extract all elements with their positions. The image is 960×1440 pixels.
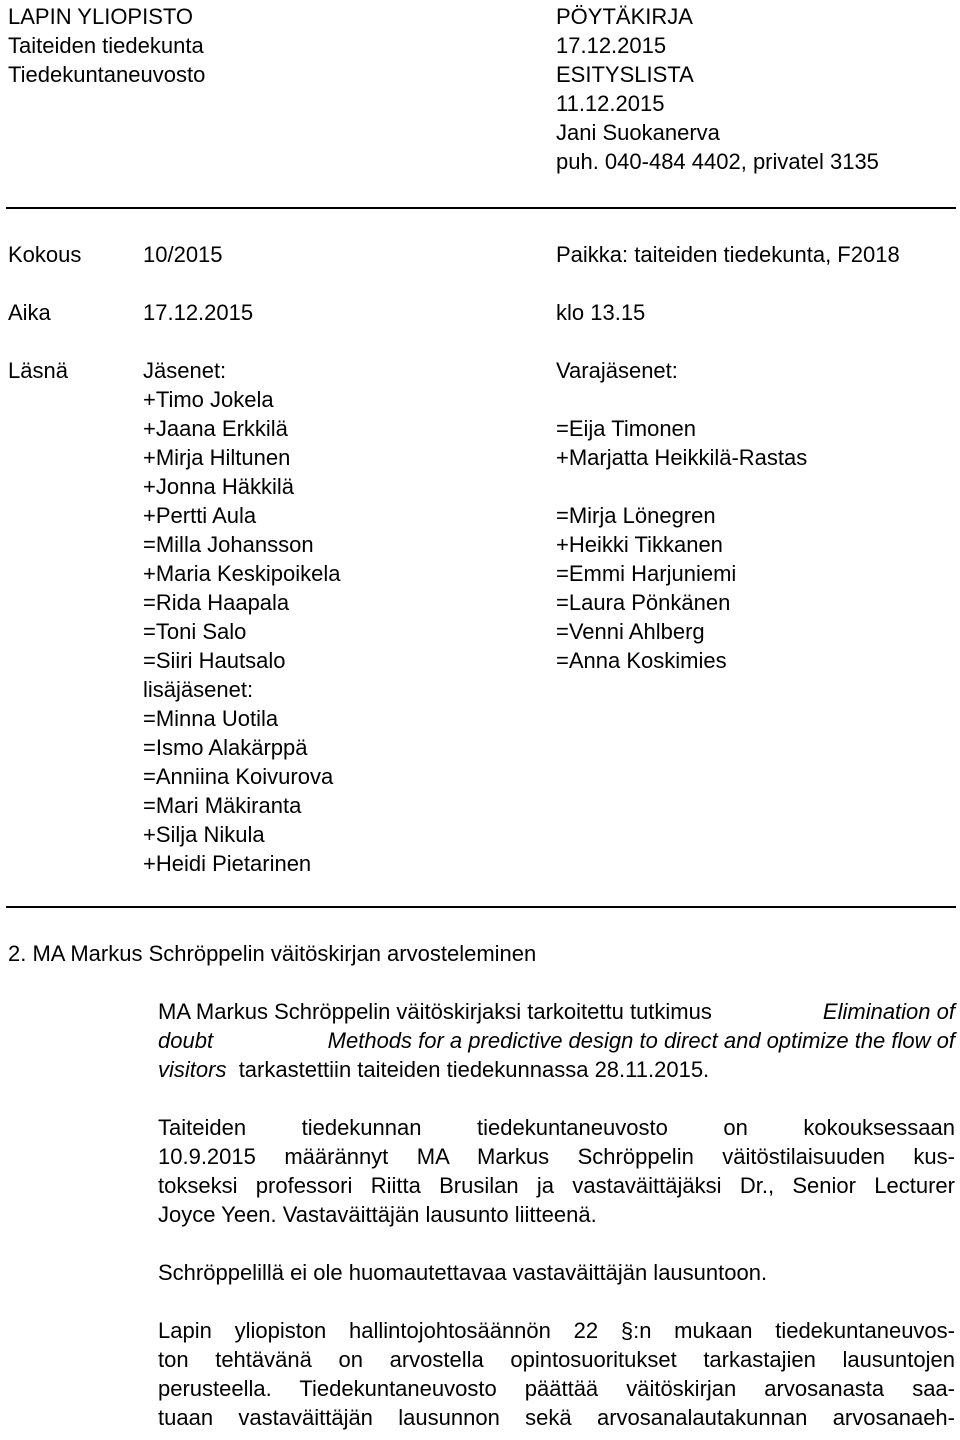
deputy-name: =Venni Ahlberg <box>556 619 705 644</box>
member-name: +Maria Keskipoikela <box>143 561 341 586</box>
minutes-date: 17.12.2015 <box>556 33 667 58</box>
member-name: =Anniina Koivurova <box>143 764 334 789</box>
member-name: +Heidi Pietarinen <box>143 851 312 876</box>
members-heading: Jäsenet: <box>143 358 227 383</box>
member-name: +Jonna Häkkilä <box>143 474 295 499</box>
p1-thesis-title: Elimination of <box>822 999 955 1024</box>
paragraph-line: Taiteiden tiedekunnan tiedekuntaneuvosto on kokouksessaan <box>158 1115 955 1140</box>
paragraph-1-line-1 <box>158 997 955 1026</box>
paragraph-1-line-3 <box>158 1055 955 1084</box>
paragraph-line: tokseksi professori Riitta Brusilan ja vastaväittäjäksi Dr., Senior Lecturer <box>158 1173 955 1198</box>
member-name: +Silja Nikula <box>143 822 265 847</box>
p1-thesis-title: visitors <box>158 1057 227 1082</box>
deputy-name: =Laura Pönkänen <box>556 590 731 615</box>
deputies-heading: Varajäsenet: <box>556 358 678 383</box>
meeting-label: Kokous <box>8 242 82 267</box>
paragraph-4 <box>158 1316 955 1432</box>
member-name: +Pertti Aula <box>143 503 257 528</box>
doc-type-agenda: ESITYSLISTA <box>556 62 694 87</box>
member-name: +Jaana Erkkilä <box>143 416 288 441</box>
meeting-number: 10/2015 <box>143 242 223 267</box>
paragraph-2 <box>158 1113 955 1229</box>
p1-thesis-title: doubt <box>158 1028 214 1053</box>
member-name: =Minna Uotila <box>143 706 279 731</box>
meeting-date: 17.12.2015 <box>143 300 254 325</box>
paragraph-line: Lapin yliopiston hallintojohtosäännön 22 §:n mukaan tiedekuntaneuvos- <box>158 1318 955 1343</box>
paragraph-1-line-2 <box>158 1026 955 1055</box>
meeting-location: Paikka: taiteiden tiedekunta, F2018 <box>556 242 900 267</box>
header-divider <box>6 207 956 209</box>
member-name: =Rida Haapala <box>143 590 290 615</box>
paragraph-line: Joyce Yeen. Vastaväittäjän lausunto liitteenä. <box>158 1202 597 1227</box>
p1-thesis-title: Methods for a predictive design to direct and optimize the flow of <box>327 1028 955 1053</box>
deputy-name: +Heikki Tikkanen <box>556 532 723 557</box>
additional-members-heading: lisäjäsenet: <box>143 677 254 702</box>
member-name: =Ismo Alakärppä <box>143 735 308 760</box>
member-name: +Mirja Hiltunen <box>143 445 291 470</box>
p1-text: MA Markus Schröppelin väitöskirjaksi tarkoitettu tutkimus <box>158 999 712 1024</box>
faculty-name: Taiteiden tiedekunta <box>8 33 204 58</box>
doc-type-minutes: PÖYTÄKIRJA <box>556 4 693 29</box>
member-name: =Milla Johansson <box>143 532 314 557</box>
member-name: +Timo Jokela <box>143 387 274 412</box>
contact-name: Jani Suokanerva <box>556 120 720 145</box>
council-name: Tiedekuntaneuvosto <box>8 62 206 87</box>
deputy-name: =Anna Koskimies <box>556 648 727 673</box>
paragraph-line: 10.9.2015 määrännyt MA Markus Schröppelin väitöstilaisuuden kus- <box>158 1144 955 1169</box>
agenda-date: 11.12.2015 <box>556 91 665 116</box>
paragraph-line: tuaan vastaväittäjän lausunnon sekä arvosanalautakunnan arvosanaeh- <box>158 1405 955 1430</box>
p1-text: tarkastettiin taiteiden tiedekunnassa 28.11.2015. <box>238 1057 710 1082</box>
member-name: =Mari Mäkiranta <box>143 793 302 818</box>
deputy-name: =Emmi Harjuniemi <box>556 561 737 586</box>
deputy-name: =Eija Timonen <box>556 416 697 441</box>
agenda-item-heading: 2. MA Markus Schröppelin väitöskirjan arvosteleminen <box>8 941 537 966</box>
paragraph-line: ton tehtävänä on arvostella opintosuoritukset tarkastajien lausuntojen <box>158 1347 955 1372</box>
paragraph-3: Schröppelillä ei ole huomautettavaa vastaväittäjän lausuntoon. <box>158 1260 768 1285</box>
attendance-label: Läsnä <box>8 358 68 383</box>
paragraph-line: perusteella. Tiedekuntaneuvosto päättää väitöskirjan arvosanasta saa- <box>158 1376 955 1401</box>
deputy-name: +Marjatta Heikkilä-Rastas <box>556 445 808 470</box>
member-name: =Siiri Hautsalo <box>143 648 286 673</box>
member-name: =Toni Salo <box>143 619 247 644</box>
section-divider <box>6 906 956 908</box>
meeting-time: klo 13.15 <box>556 300 646 325</box>
contact-phone: puh. 040-484 4402, privatel 3135 <box>556 149 879 174</box>
deputy-name: =Mirja Lönegren <box>556 503 716 528</box>
university-name: LAPIN YLIOPISTO <box>8 4 194 29</box>
time-label: Aika <box>8 300 51 325</box>
